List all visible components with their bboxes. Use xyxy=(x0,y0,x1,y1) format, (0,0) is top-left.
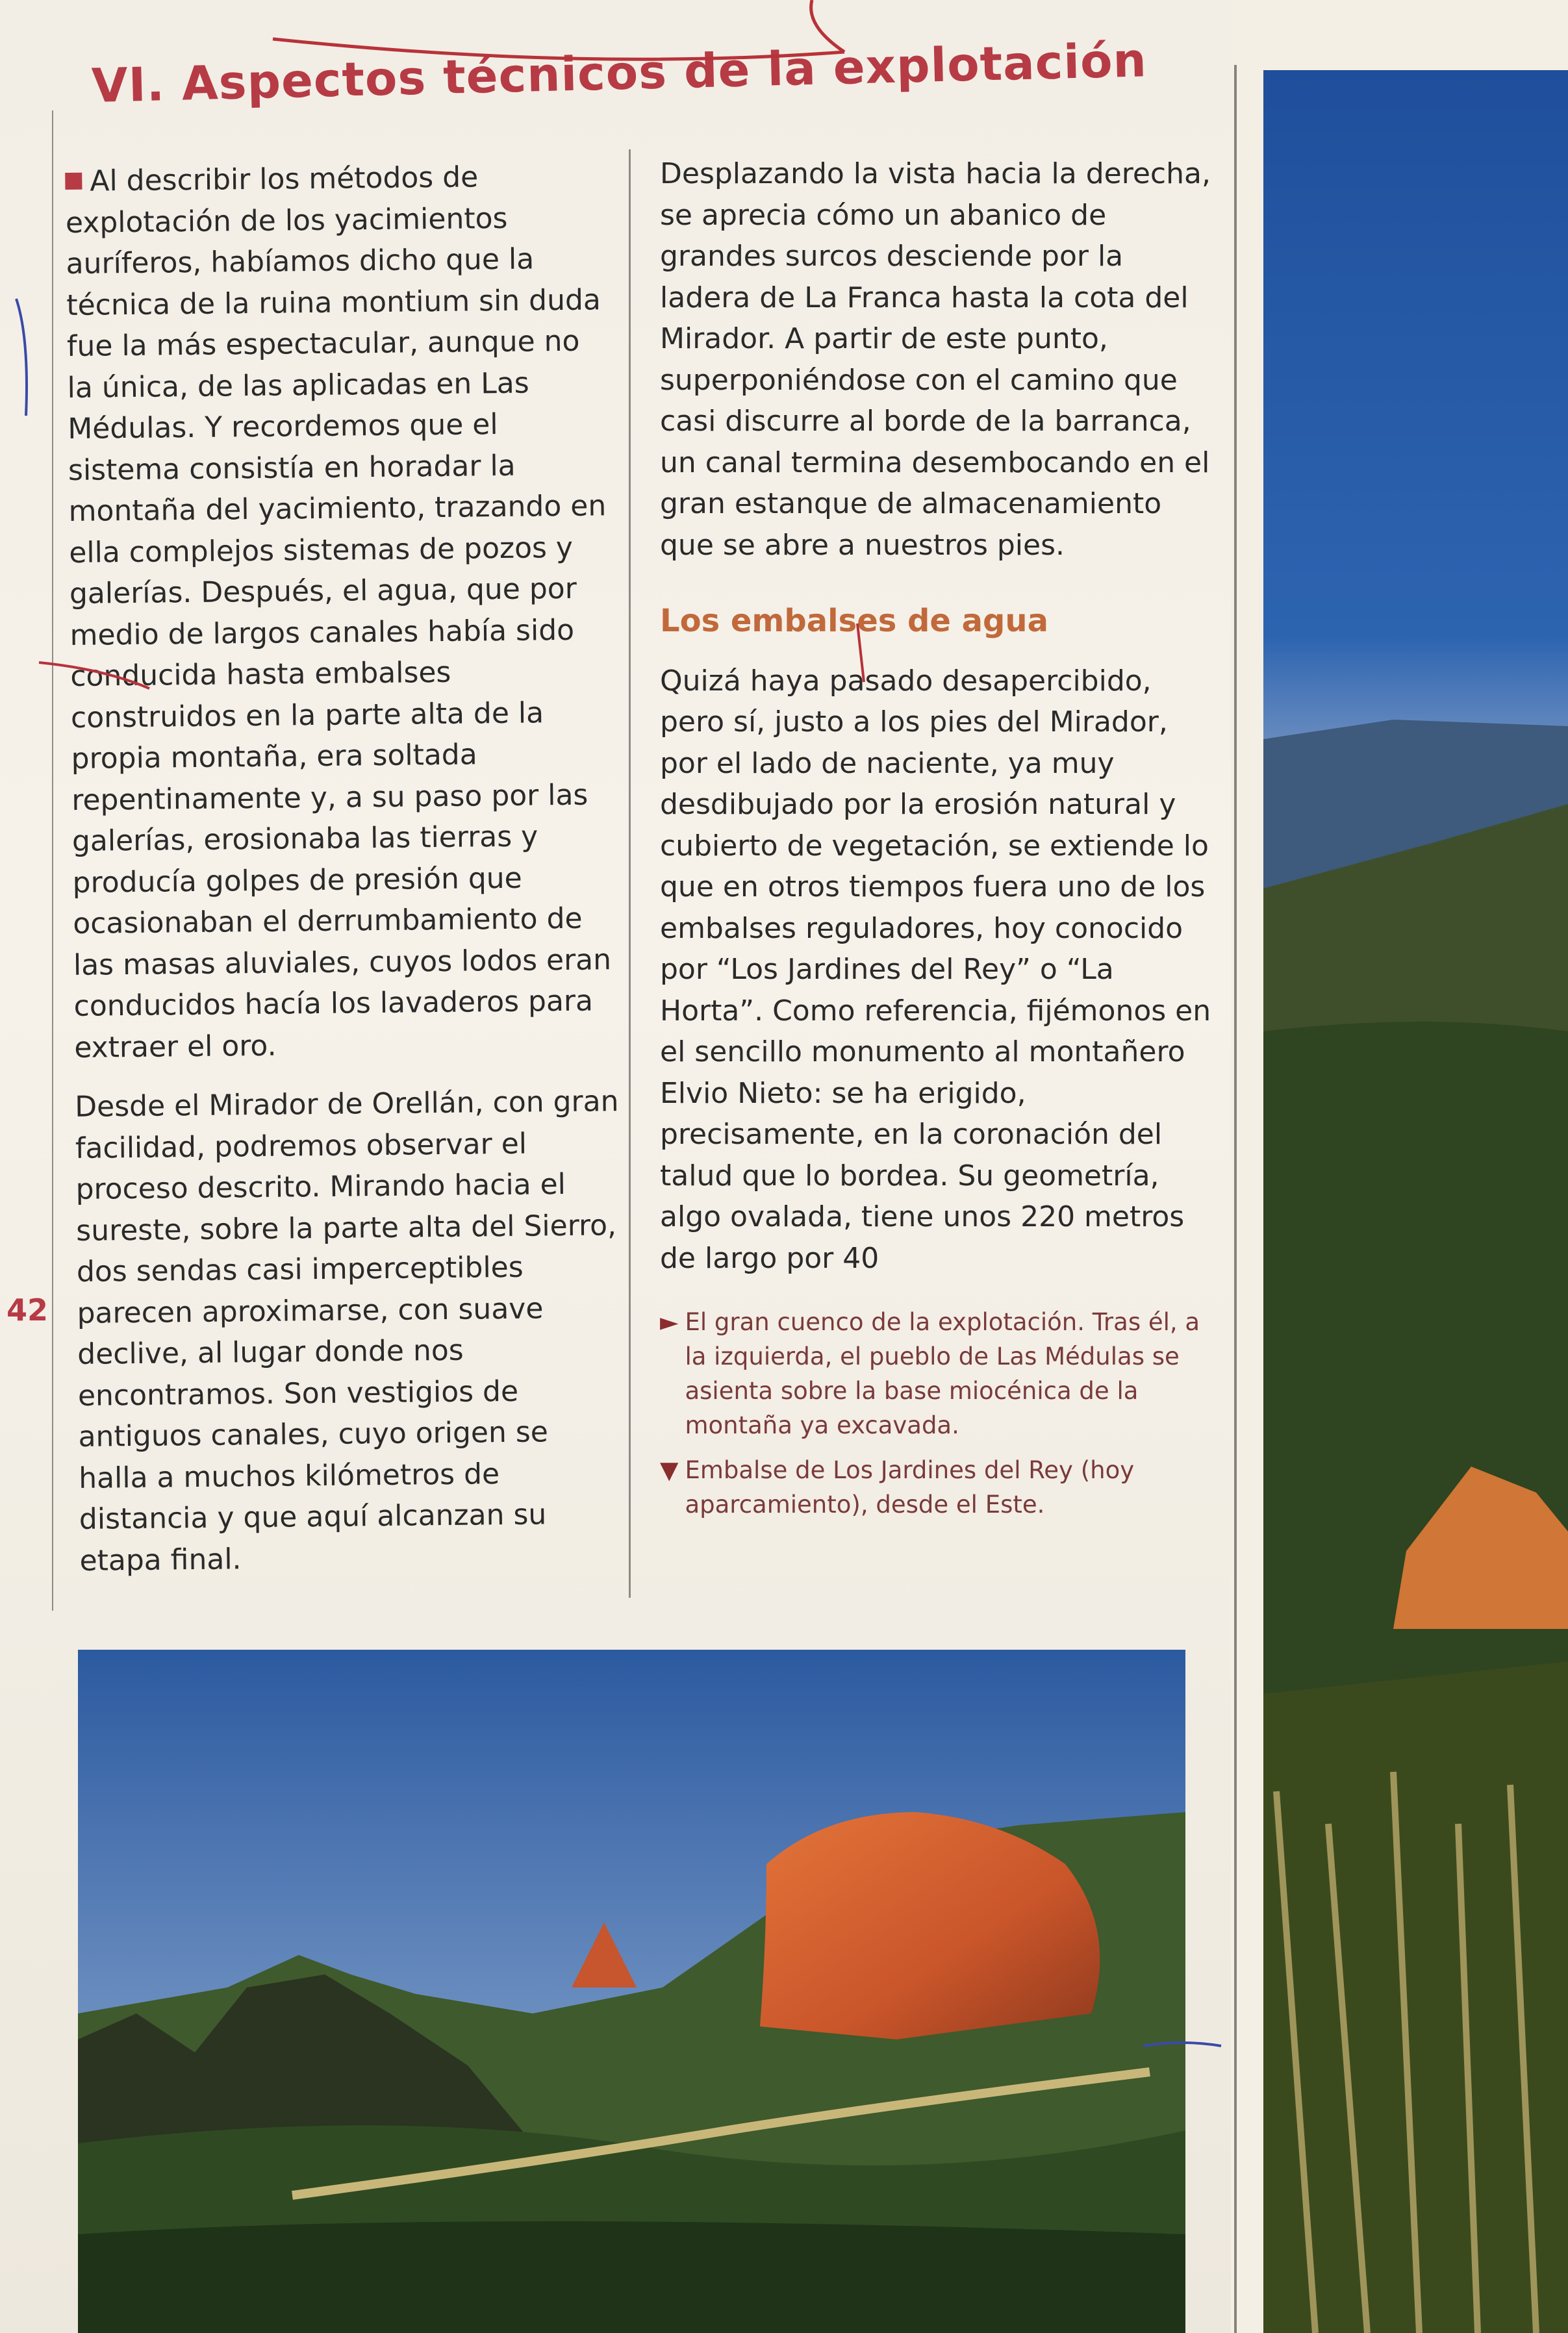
section-subheading: Los embalses de agua xyxy=(660,603,1048,639)
photo-captions xyxy=(660,1305,1212,1522)
caption-right-arrow-icon: ► xyxy=(660,1308,679,1336)
caption-item xyxy=(660,1305,1212,1443)
page-number: 42 xyxy=(6,1293,49,1328)
right-paragraph-2: Quizá haya pasado desapercibido, pero sí, justo a los pies del Mirador, por el lado de naciente, ya muy desdibujado por la erosión natural y cubierto de vegetación, se extiende lo que en otros tiempos fuera uno de los embalses reguladores, hoy conocido por “Los Jardines del Rey” o “La Horta”. Como referencia, fijémonos en el sencillo monumento al montañero Elvio Nieto: se ha erigido, precisamente, en la coronación del talud que lo bordea. Su geometría, algo ovalada, tiene unos 220 metros de largo por 40 xyxy=(660,664,1211,1275)
left-paragraph-2: Desde el Mirador de Orellán, con gran facilidad, podremos observar el proceso descrito. Mirando hacia el sureste, sobre la parte alta del Sierro, dos sendas casi imperceptibles parecen aproximarse, con suave declive, al lugar donde nos encontramos. Son vestigios de antiguos canales, cuyo origen se halla a muchos kilómetros de distancia y que aquí alcanzan su etapa final. xyxy=(74,1085,619,1578)
left-paragraph-1 xyxy=(65,155,620,1068)
caption-text: Embalse de Los Jardines del Rey (hoy aparcamiento), desde el Este. xyxy=(685,1456,1135,1519)
caption-text: El gran cuenco de la explotación. Tras él, a la izquierda, el pueblo de Las Médulas se asienta sobre la base miocénica de la montaña ya excavada. xyxy=(685,1308,1200,1439)
column-divider xyxy=(629,149,631,1598)
page-edge-rule xyxy=(1234,65,1237,2333)
caption-down-arrow-icon: ▼ xyxy=(660,1456,679,1484)
left-margin-rule xyxy=(52,110,53,1611)
left-paragraph-1-text: Al describir los métodos de explotación de los yacimientos auríferos, habíamos dicho que la técnica de la ruina montium sin duda fue la más espectacular, aunque no la única, de las aplicadas en Las Médulas. Y recordemos que el sistema consistía en horadar la montaña del yacimiento, trazando en ella complejos sistemas de pozos y galerías. Después, el agua, que por medio de largos canales había sido conducida hasta embalses construidos en la parte alta de la propia montaña, era soltada repentinamente y, a su paso por las galerías, erosionaba las tierras y producía golpes de presión que ocasionaban el derrumbamiento de las masas aluviales, cuyos lodos eran conducidos hacía los lavaderos para extraer el oro. xyxy=(65,160,612,1065)
caption-item xyxy=(660,1453,1212,1522)
left-column xyxy=(65,155,626,1600)
mountain-landscape-photo xyxy=(1263,70,1568,2333)
right-column xyxy=(660,153,1212,1532)
right-paragraph-1: Desplazando la vista hacia la derecha, se aprecia cómo un abanico de grandes surcos desciende por la ladera de La Franca hasta la cota del Mirador. A partir de este punto, superponiéndose con el camino que casi discurre al borde de la barranca, un canal termina desembocando en el gran estanque de almacenamiento que se abre a nuestros pies. xyxy=(660,157,1211,562)
reservoir-landscape-photo xyxy=(78,1650,1185,2333)
square-bullet-icon xyxy=(65,173,82,190)
chapter-title: VI. Aspectos técnicos de la explotación xyxy=(91,32,1148,113)
